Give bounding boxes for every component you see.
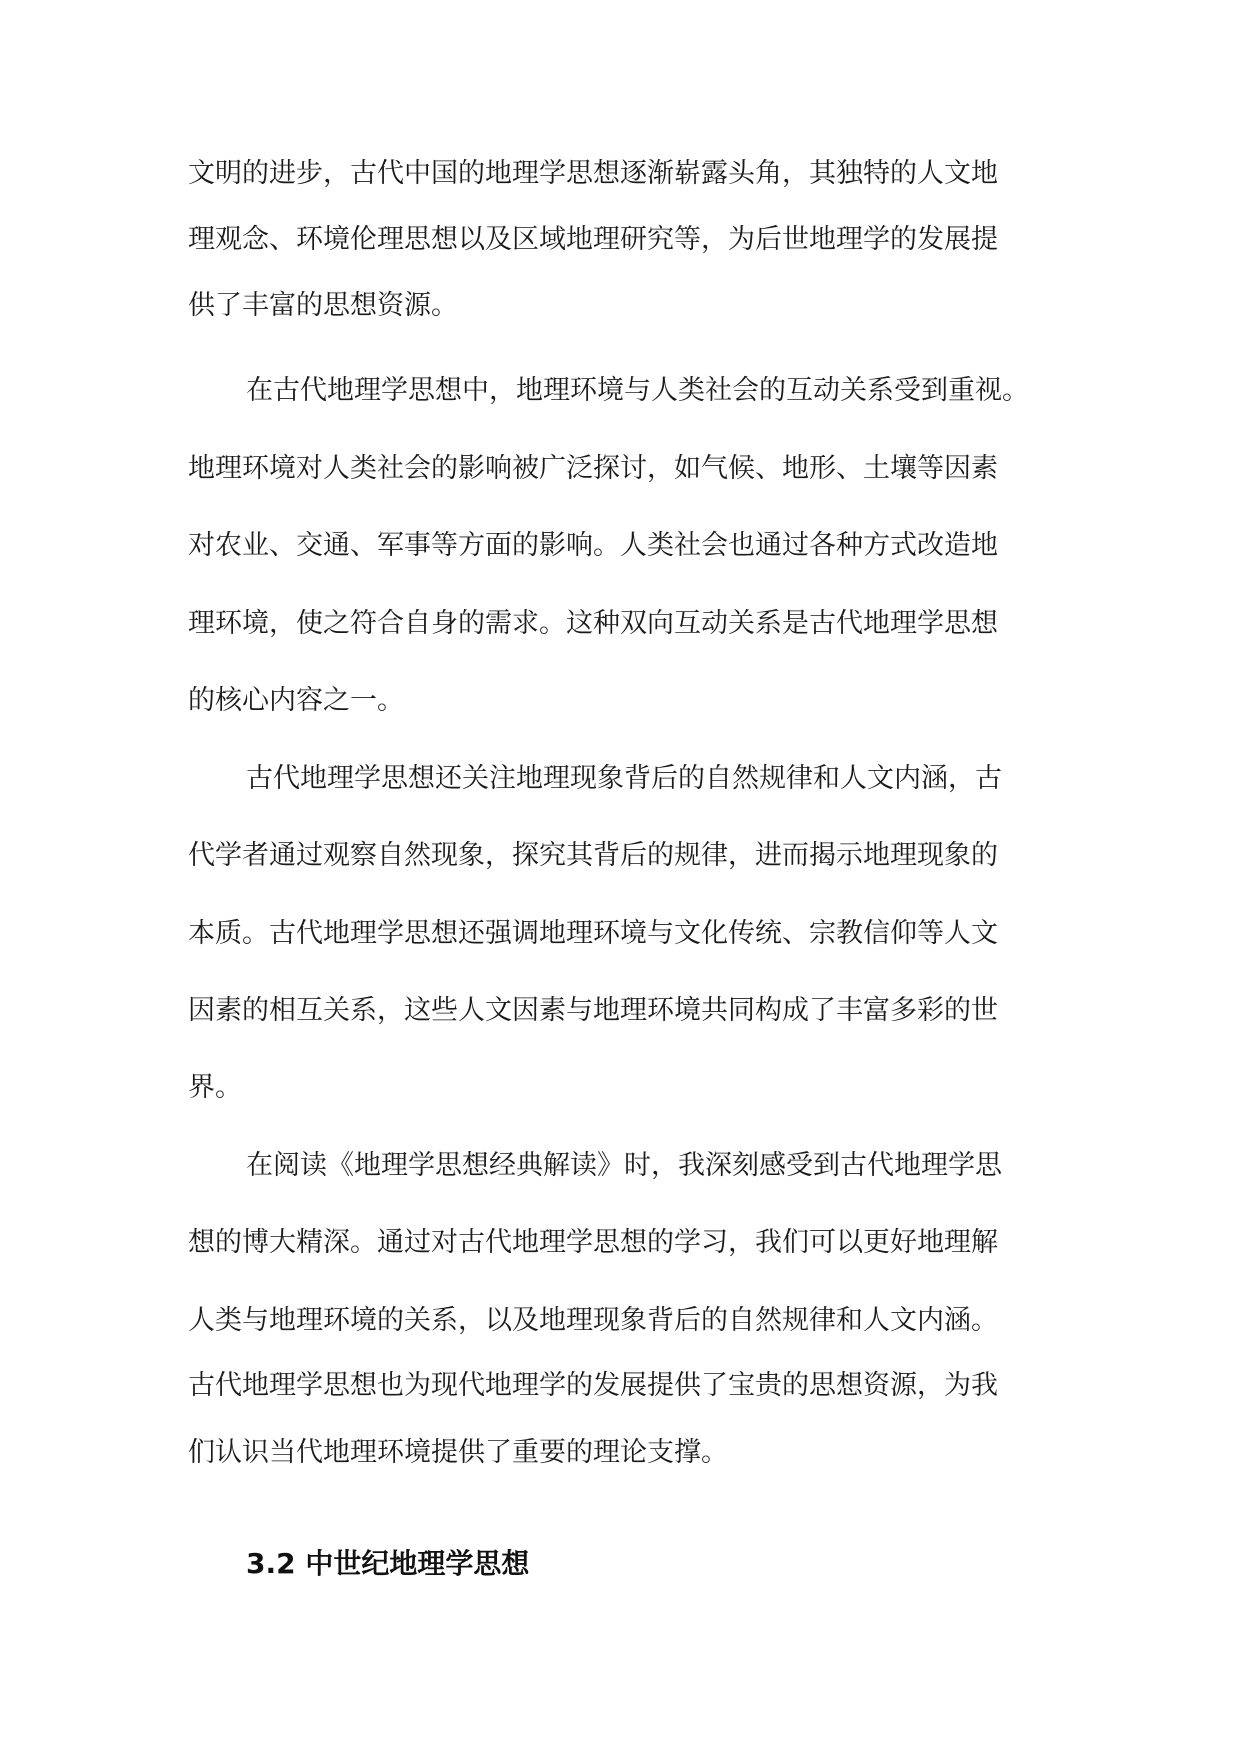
paragraph-4-line-2: 想的博大精深。通过对古代地理学思想的学习，我们可以更好地理解 bbox=[188, 1227, 998, 1258]
paragraph-2-line-5: 的核心内容之一。 bbox=[188, 685, 404, 716]
paragraph-3-line-3: 本质。古代地理学思想还强调地理环境与文化传统、宗教信仰等人文 bbox=[188, 918, 998, 949]
paragraph-3-line-5: 界。 bbox=[188, 1072, 242, 1103]
paragraph-3-line-2: 代学者通过观察自然现象，探究其背后的规律，进而揭示地理现象的 bbox=[188, 840, 998, 871]
paragraph-1-line-2: 理观念、环境伦理思想以及区域地理研究等，为后世地理学的发展提 bbox=[188, 224, 998, 255]
paragraph-3-line-1: 古代地理学思想还关注地理现象背后的自然规律和人文内涵，古 bbox=[246, 763, 1002, 794]
paragraph-2-line-2: 地理环境对人类社会的影响被广泛探讨，如气候、地形、土壤等因素 bbox=[188, 453, 998, 484]
paragraph-1-line-3: 供了丰富的思想资源。 bbox=[188, 290, 458, 321]
paragraph-2-line-1: 在古代地理学思想中，地理环境与人类社会的互动关系受到重视。 bbox=[246, 375, 1029, 406]
paragraph-4-line-4: 古代地理学思想也为现代地理学的发展提供了宝贵的思想资源，为我 bbox=[188, 1370, 998, 1401]
paragraph-4-line-5: 们认识当代地理环境提供了重要的理论支撑。 bbox=[188, 1437, 728, 1468]
paragraph-2-line-4: 理环境，使之符合自身的需求。这种双向互动关系是古代地理学思想 bbox=[188, 608, 998, 639]
paragraph-4-line-1: 在阅读《地理学思想经典解读》时，我深刻感受到古代地理学思 bbox=[246, 1150, 1002, 1181]
paragraph-1-line-1: 文明的进步，古代中国的地理学思想逐渐崭露头角，其独特的人文地 bbox=[188, 158, 998, 189]
paragraph-3-line-4: 因素的相互关系，这些人文因素与地理环境共同构成了丰富多彩的世 bbox=[188, 995, 998, 1026]
paragraph-2-line-3: 对农业、交通、军事等方面的影响。人类社会也通过各种方式改造地 bbox=[188, 530, 998, 561]
section-heading: 3.2 中世纪地理学思想 bbox=[246, 1547, 530, 1580]
paragraph-4-line-3: 人类与地理环境的关系，以及地理现象背后的自然规律和人文内涵。 bbox=[188, 1305, 998, 1336]
